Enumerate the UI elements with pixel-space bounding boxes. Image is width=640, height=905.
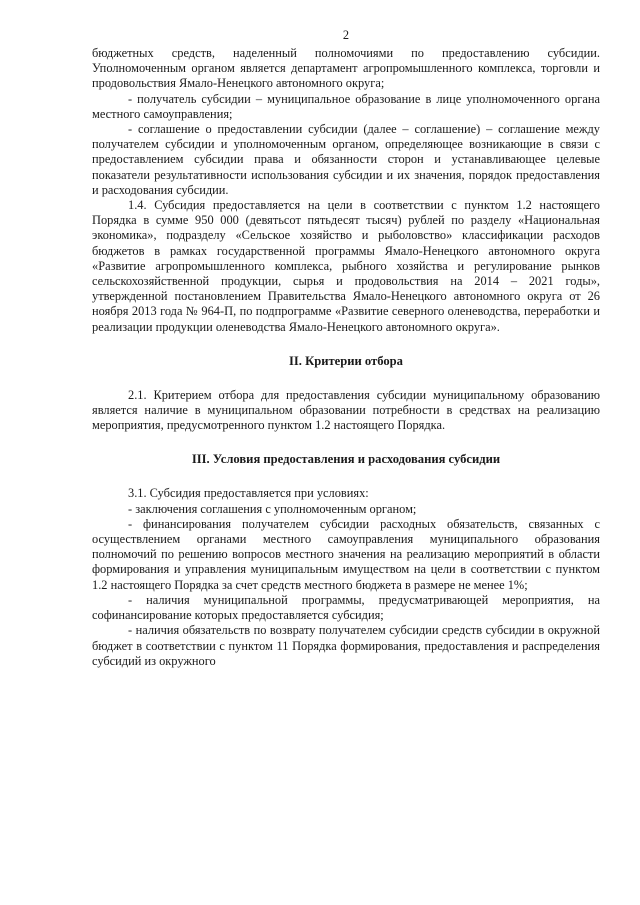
list-item-agreement: - заключения соглашения с уполномоченным органом; — [128, 501, 417, 516]
section-2-heading: II. Критерии отбора — [289, 353, 403, 368]
list-item-municipal-program: - наличия муниципальной программы, предусматривающей мероприятия, на софинансирование которых предоставляется субсидия; — [92, 592, 600, 623]
paragraph-3-1: 3.1. Субсидия предоставляется при условиях: — [128, 486, 369, 501]
paragraph-1-4: 1.4. Субсидия предоставляется на цели в соответствии с пунктом 1.2 настоящего Порядка в сумме 950 000 (девятьсот пятьдесят тысяч) рублей по разделу «Национальная экономика», подразделу «Сельское хозяйство и рыболовство» классификации расходов бюджетов в рамках государственной программы Ямало-Ненецкого автономного округа «Развитие агропромышленного комплекса, рыбного хозяйства и регулирование рынков сельскохозяйственной продукции, сырья и продовольствия на 2014 – 2021 годы», утвержденной постановлением Правительства Ямало-Ненецкого автономного округа от 26 ноября 2013 года № 964-П, по подпрограмме «Развитие северного оленеводства, переработки и реализации продукции оленеводства Ямало-Ненецкого автономного округа». — [92, 198, 600, 334]
page-number: 2 — [342, 28, 350, 42]
list-item-financing: - финансирования получателем субсидии расходных обязательств, связанных с осуществлением органами местного самоуправления муниципального образования полномочий по решению вопросов местного значения на реализацию мероприятий в области формирования и управления муниципальным имуществом на цели в соответствии с пунктом 1.2 настоящего Порядка за счет средств местного бюджета в размере не менее 1%; — [92, 516, 600, 592]
paragraph-authorized-body: бюджетных средств, наделенный полномочиями по предоставлению субсидии. Уполномоченным органом является департамент агропромышленного комплекса, торговли и продовольствия Ямало-Ненецкого автономного округа; — [92, 46, 600, 91]
section-3-heading: III. Условия предоставления и расходования субсидии — [191, 452, 501, 467]
list-item-refund-obligations: - наличия обязательств по возврату получателем субсидии средств субсидии в окружной бюджет в соответствии с пунктом 11 Порядка формирования, предоставления и распределения субсидий из окружного — [92, 623, 600, 668]
paragraph-subsidy-recipient: - получатель субсидии – муниципальное образование в лице уполномоченного органа местного самоуправления; — [92, 91, 600, 121]
document-page — [92, 28, 600, 669]
paragraph-2-1: 2.1. Критерием отбора для предоставления субсидии муниципальному образованию является наличие в муниципальном образовании потребности в средствах на реализацию мероприятия, предусмотренного пунктом 1.2 настоящего Порядка. — [92, 387, 600, 433]
paragraph-agreement-definition: - соглашение о предоставлении субсидии (далее – соглашение) – соглашение между получателем субсидии и уполномоченным органом, определяющее возникающие в связи с предоставлением субсидии права и обязанности сторон и устанавливающее целевые показатели результативности использования субсидии и их значения, порядок предоставления и расходования субсидии. — [92, 122, 600, 197]
